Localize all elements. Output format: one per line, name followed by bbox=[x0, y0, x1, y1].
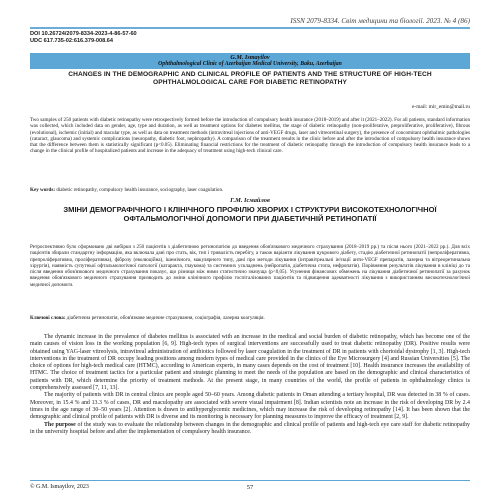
keywords-ua bbox=[30, 315, 470, 321]
keywords-en-text: diabetic retinopathy, compulsory health insurance, sociography, laser coagulation. bbox=[56, 187, 224, 193]
keywords-en-label: Key words: bbox=[30, 187, 56, 193]
footer-rule bbox=[30, 480, 470, 481]
header-rule bbox=[30, 27, 470, 29]
keywords-ua-text: діабетична ретинопатія, обов'язкове медичне страхування, соціографія, лазерна коагуляція. bbox=[66, 315, 265, 321]
page-number: 57 bbox=[246, 484, 254, 491]
article-title-ua: ЗМІНИ ДЕМОГРАФІЧНОГО І КЛІНІЧНОГО ПРОФІЛЮ ХВОРИХ І СТРУКТУРИ ВИСОКОТЕХНОЛОГІЧНОЇ ОФТАЛЬМОЛОГІЧНОЇ ДОПОМОГИ ПРИ ДІАБЕТИЧНІЙ РЕТИНОПАТІЇ bbox=[63, 205, 437, 224]
article-body bbox=[30, 334, 470, 436]
body-paragraph: The dynamic increase in the prevalence of diabetes mellitus is associated with an increase in the medical and social burden of diabetic retinopathy, which has become one of the main causes of vision loss in the working population [6, 9]. High-tech types of surgical interventions are successfully used to treat diabetic retinopathy (DR). Positive results were obtained using YAG-laser vitreolysis, intravitreal administration of antibiotics followed by laser coagulation in the treatment of DR in patients with chorioidal dystrophy [1, 3]. High-tech interventions in the treatment of DR occupy leading positions among modern types of medical care provided in the clinics of the Eye Microsurgery [4] and Russian Universities [5]. The choice of options for high-tech medical care (HTMC), according to American experts, in many cases depends on the cost of treatment [10]. Health insurance increases the availability of HTMC. The choice of treatment tactics for a particular patient and strategic planning to meet the needs of the population are based on the demographic and clinical characteristics of patients with DR, which determine the priority of treatment methods. At the present stage, in many countries of the world, the profile of patients in ophthalmology clinics is comprehensively assessed [7, 11, 13]. bbox=[30, 334, 470, 392]
journal-header: ISSN 2079-8334. Світ медицини та біології. 2023. № 4 (86) bbox=[290, 17, 470, 25]
keywords-ua-label: Ключові слова: bbox=[30, 315, 66, 321]
purpose-paragraph bbox=[30, 422, 470, 437]
doi-code: DOI 10.26724/2079-8334-2023-4-86-57-60 bbox=[30, 31, 137, 37]
author-name: G.M. Ismayilov bbox=[230, 54, 270, 61]
author-band bbox=[30, 53, 470, 69]
purpose-text: of the study was to evaluate the relationship between changes in the demographic and clinical profile of patients and high-tech eye care staff for diabetic retinopathy in the university hospital before and after the implementation of compulsory health insurance. bbox=[30, 421, 470, 435]
article-title-en: CHANGES IN THE DEMOGRAPHIC AND CLINICAL PROFILE OF PATIENTS AND THE STRUCTURE OF HIGH-TECH OPHTHALMOLOGICAL CARE FOR DIABETIC RETINOPATHY bbox=[68, 71, 432, 87]
keywords-en bbox=[30, 187, 470, 193]
author-email: e-mail: mir_emin@mail.ru bbox=[412, 104, 470, 110]
udc-code: UDC 617.735-02:616.379-008.64 bbox=[30, 38, 114, 44]
author-name-ua: Г.М. Ісмайлов bbox=[230, 197, 270, 204]
copyright: © G.M. Ismayilov, 2023 bbox=[30, 484, 89, 490]
body-paragraph: The majority of patients with DR in central clinics are people aged 50–60 years. Among diabetic patients in Oman attending a tertiary hospital, DR was detected in 38 % of cases. Moreover, in 15.4 % and 13.3 % of cases, DR and maculopathy are associated with severe visual impairment [8]. Indian scientists note an increase in the risk of developing DR by 2.4 times in the age range of 30–50 years [2]. Attention is drawn to antihyperglycemic medicines, which may increase the risk of developing retinopathy [14]. It has been shown that the demographic and clinical profile of patients with DR is diverse and its monitoring is necessary for planning measures to improve the efficacy of treatment [2, 9]. bbox=[30, 392, 470, 421]
abstract-en: Two samples of 250 patients with diabetic retinopathy were retrospectively formed before the introduction of compulsory health insurance (2018–2019) and after it (2021–2022). For all patients, standard information was collected, which included data on gender, age, type and duration, as well as treatment options for diabetes mellitus, the stage of diabetic retinopathy (non-proliferative, preproliferative, proliferative), fibrous (evolutional), ischemic (initial) and macular type, as well as data on treatment methods (intravitreal injections of anti-VEGF drugs, laser and vitreoretinal surgery), the presence of concomitant ophthalmic pathologies (cataract, glaucoma) and systemic complications (neuropathy, diabetic foot, nephropathy). A comparison of the treatment results in the clinic before and after the introduction of compulsory health insurance shows that the difference between them is statistically significant (p<0.05). Eliminating financial restrictions for the treatment of diabetic retinopathy through the introduction of compulsory health insurance leads to a change in the clinical profile of hospitalized patients and increase in the adequacy of treatment using high-tech clinical care. bbox=[30, 117, 470, 155]
author-affiliation: Ophthalmological Clinic of Azerbaijan Medical University, Baku, Azerbaijan bbox=[158, 61, 342, 67]
abstract-ua: Ретроспективно було сформовано дві вибірки з 250 пацієнтів з діабетичною ретинопатією до введення обов'язкового медичного страхування (2018–2019 рр.) та після нього (2021–2022 рр.). Для всіх пацієнтів збирали стандартну інформацію, яка включала дані про стать, вік, тип і тривалість перебігу, а також варіанти лікування цукрового діабету, стадію діабетичної ретинопатії (непроліферативна, препроліферативна, проліферативна), фіброзу (еволюційна), ішемічного, макулярного типу, дані про методи лікування (інтравітреальні ін'єкції анти-VEGF препаратів, лазерна та вітреоретинальна хірургія), наявність супутньої офтальмологічної патології (катаракта, глаукома) та системних ускладнень (нейропатія, діабетична стопа, нефропатія). Порівняння результатів лікування в клініці до та після введення обов'язкового медичного страхування показує, що різниця між ними статистично значуща (p<0,05). Усунення фінансових обмежень на лікування діабетичної ретинопатії за рахунок введення обов'язкового медичного страхування призводить до зміни клінічного профілю госпіталізованих пацієнтів та підвищення адекватності лікування з використанням високотехнологічної медичної допомоги. bbox=[30, 244, 470, 288]
purpose-label: The purpose bbox=[44, 421, 76, 428]
article-codes bbox=[30, 31, 137, 45]
